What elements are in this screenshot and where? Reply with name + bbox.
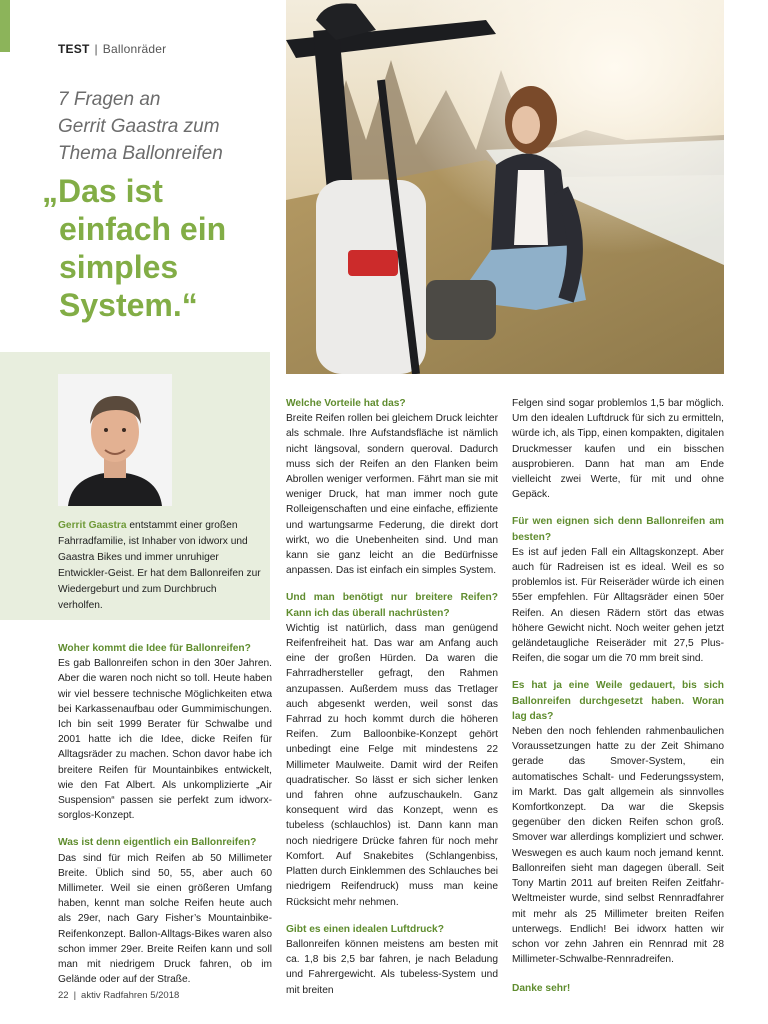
answer: Breite Reifen rollen bei gleichem Druck leichter als schmale. Ihre Aufstandsfläche ist nämlich nicht längsoval, sondern queroval. Dadurch muss sich der Reifen an den Flanken beim Abrollen weniger verformen. Fährt man sie mit weniger Druck, hat man immer noch gute Rolleigenschaften und eine einfache, effiziente und wartungsarme Federung, die direkt dort wirkt, wo die Unebenheiten sind. Und man kann sie ganz leicht an die Bedürfnisse anpassen. Das ist einfach ein simples System.	[286, 413, 498, 577]
portrait-photo	[58, 374, 172, 506]
headline-quote	[42, 172, 282, 324]
hero-photo	[286, 0, 724, 374]
section-header	[58, 42, 166, 56]
section-label: TEST	[58, 42, 90, 56]
bio-text	[58, 518, 262, 614]
answer: Ballonreifen können meistens am besten mit ca. 1,8 bis 2,5 bar fahren, je nach Beladung und Fahrergewicht. Als tubeless-System und mit breiten	[286, 938, 498, 996]
answer: Wichtig ist natürlich, dass man genügend Reifenfreiheit hat. Das war am Anfang auch eine der großen Hürden. Da waren die Fahrradhersteller gefragt, den Rahmen anzupassen. Außerdem muss das Tretlager auch abgesenkt werden, weil sonst das Fahrrad zu hoch kommt durch die höheren Reifen. Zum Balloonbike-Konzept gehört unbedingt eine Felge mit mindestens 22 Millimeter Maulweite. Damit wird der Reifen quadratischer. So lässt er sich sicher lenken und fahren ohne aufzuschaukeln. Ganz konsequent wird das Konzept, wenn es tubeless (schlauchlos) ist. Dann kann man noch niedrigere Drücke fahren für noch mehr Komfort. Auf Snakebites (Schlangenbiss, Platten durch Einklemmen des Schlauches bei niedrigem Reifendruck) muss man keine Rücksicht mehr nehmen.	[286, 622, 498, 908]
answer: Neben den noch fehlenden rahmenbaulichen Voraussetzungen hatte zu der Zeit Shimano gerade das Smover-System, ein automatisches Schalt- und Federungssystem, im Markt. Das galt allgemein als sinnvolles Komfortkonzept. Da war die Skepsis gegenüber den dicken Reifen schon groß. Smover war allerdings kompliziert und schwer. Weswegen es auch kaum noch jemand kennt. Ballonreifen sieht man dagegen überall. Seit Tony Martin 2011 auf breiten Reifen Zeitfahr-Weltmeister wurde, sind selbst Rennradfahrer mit mehr als 25 Millimeter breiten Reifen unterwegs. Endlich! Bei idworx hatten wir schon vor zehn Jahren ein Rennrad mit 28 Millimeter-Schwalbe-Rennradreifen.	[512, 726, 724, 966]
article-column-2	[286, 396, 498, 1010]
closing-line: Danke sehr!	[512, 983, 571, 995]
answer: Das sind für mich Reifen ab 50 Millimeter Breite. Üblich sind 50, 55, aber auch 60 Millimeter. Weil sie einen größeren Umfang haben, kennt man solche Reifen heute auch als 29er, nach Gary Fisher’s Mountainbike-Reifenkonzept. Ballon-Alltags-Bikes waren also schon immer 29er. Breite Reifen kann und soll man mit niedrigem Druck fahren, ob im Gelände oder auf der Straße.	[58, 852, 272, 986]
answer: Felgen sind sogar problemlos 1,5 bar möglich. Um den idealen Luftdruck für sich zu ermitteln, würde ich, als Tipp, einen kompakten, digitalen Druckmesser kaufen und ein bisschen ausprobieren. Dann hat man am Ende vielleicht zwei Werte, für mit und ohne Gepäck.	[512, 398, 724, 501]
section-topic: Ballonräder	[102, 42, 167, 56]
intro-line: Gerrit Gaastra zum	[58, 116, 220, 137]
footer-separator: |	[73, 990, 77, 1001]
magazine-issue: aktiv Radfahren 5/2018	[81, 990, 180, 1001]
intro-line: Thema Ballonreifen	[58, 143, 223, 164]
question: Für wen eignen sich denn Ballonreifen am besten?	[512, 516, 724, 543]
headline-line: simples	[59, 249, 179, 285]
article-column-3	[512, 396, 724, 1007]
article-column-1	[58, 641, 272, 999]
headline-line: einfach ein	[59, 211, 227, 247]
question: Es hat ja eine Weile gedauert, bis sich Ballonreifen durchgesetzt haben. Woran lag das?	[512, 680, 724, 722]
header-separator: |	[94, 42, 98, 56]
bio-body: entstammt einer großen Fahrradfamilie, ist Inhaber von idworx und Gaastra Bikes und immer unruhiger Entwickler-Geist. Er hat dem Ballonreifen zur Wiedergeburt und zum Durchbruch verholfen.	[58, 520, 261, 611]
question: Welche Vorteile hat das?	[286, 398, 406, 409]
page-number: 22	[58, 990, 69, 1001]
bio-name: Gerrit Gaastra	[58, 520, 127, 531]
question: Und man benötigt nur breitere Reifen? Kann ich das überall nachrüsten?	[286, 592, 498, 619]
question: Was ist denn eigentlich ein Ballonreifen?	[58, 837, 257, 849]
section-tab-marker	[0, 0, 10, 52]
question: Woher kommt die Idee für Ballonreifen?	[58, 643, 251, 654]
headline-line: System.“	[59, 287, 198, 323]
answer: Es gab Ballonreifen schon in den 30er Jahren. Aber die waren noch nicht so toll. Heute haben wir viel bessere technische Möglichkeiten etwa bei Karkassenaufbau oder Gummimischungen. Ich bin seit 1999 Berater für Schwalbe und 2001 hatte ich die Idee, dicke Reifen für Alltagsräder zu machen. Schon davor habe ich breitere Reifen für Mountainbikes entwickelt, wie den Fat Albert. Als unkomplizierte „Air Suspension“ passen sie perfekt zum idworx-sorglos-Konzept.	[58, 658, 272, 822]
answer: Es ist auf jeden Fall ein Alltagskonzept. Aber auch für Radreisen ist es ideal. Weil es so problemlos ist. Für Reiseräder würde ich einen 55er empfehlen. Für Alltagsräder einen 50er Reifen. An diesen Rädern stört das etwas höhere Gewicht nicht. Noch weiter gehen jetzt geländetaugliche Reiseräder mit 27,5 Plus-Reifen, die sogar um die 70 mm breit sind.	[512, 546, 724, 665]
page-footer	[58, 990, 179, 1001]
question: Gibt es einen idealen Luftdruck?	[286, 923, 444, 935]
intro-kicker	[58, 86, 278, 167]
intro-line: 7 Fragen an	[58, 89, 161, 110]
headline-line: „Das ist	[42, 173, 163, 209]
